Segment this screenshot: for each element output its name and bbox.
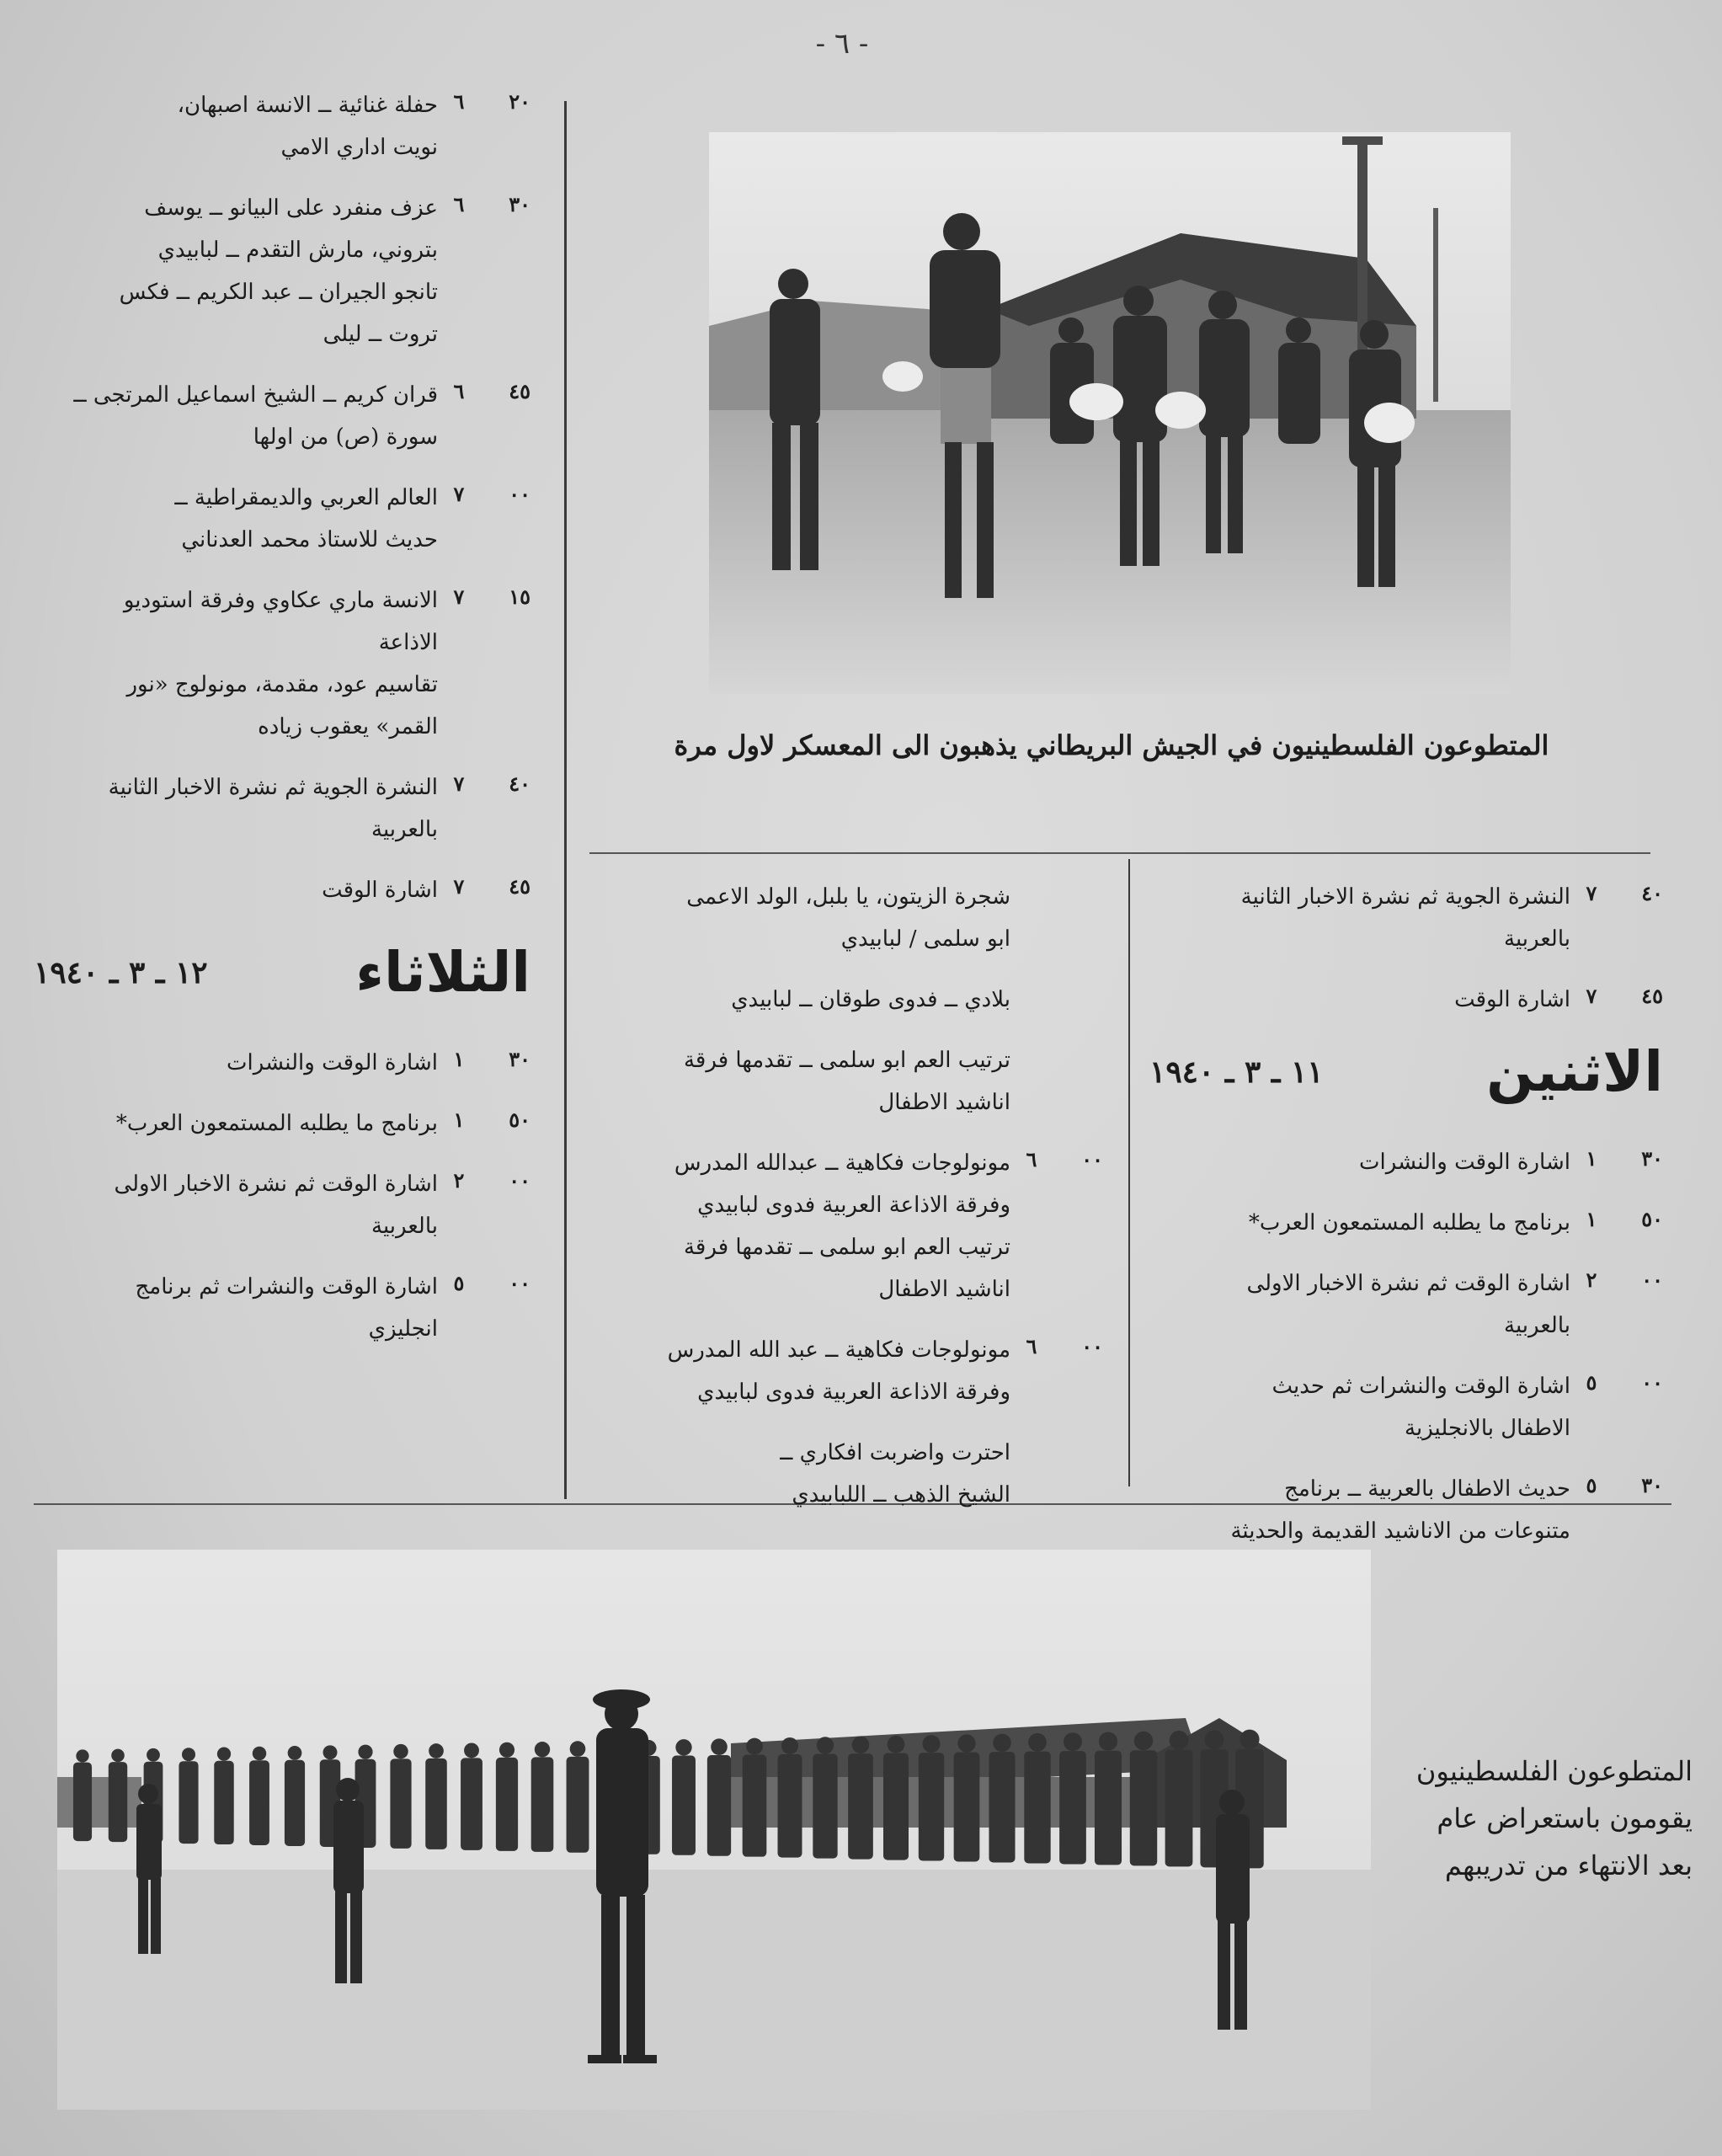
soldier-figure bbox=[111, 1749, 125, 1763]
schedule-entry bbox=[589, 876, 1103, 960]
entry-line: ترتيب العم ابو سلمى ــ تقدمها فرقة bbox=[683, 1235, 1010, 1260]
schedule-entry bbox=[1149, 1468, 1663, 1552]
entry-line: حديث الاطفال بالعربية ــ برنامج bbox=[1284, 1476, 1570, 1502]
schedule-entry bbox=[1149, 1365, 1663, 1449]
entry-minute: ٤٠ bbox=[509, 771, 530, 796]
entry-hour bbox=[1010, 876, 1053, 881]
entry-hour: ٦ bbox=[453, 89, 465, 114]
soldier-figure bbox=[922, 1735, 940, 1753]
middle-column bbox=[589, 876, 1103, 1534]
soldier-figure bbox=[919, 1753, 944, 1860]
schedule-entry bbox=[34, 374, 530, 458]
entry-line: بالعربية bbox=[371, 1214, 438, 1239]
entry-hour: ٧ bbox=[453, 874, 465, 899]
monday-heading bbox=[1149, 1039, 1663, 1104]
schedule-entry bbox=[589, 1039, 1103, 1123]
soldier-figure bbox=[182, 1748, 195, 1761]
entry-line: نويت اداري الامي bbox=[280, 135, 438, 160]
entry-line: العالم العربي والديمقراطية ــ bbox=[174, 485, 438, 510]
entry-line: اشارة الوقت والنشرات ثم حديث bbox=[1272, 1374, 1570, 1399]
entry-minute: ٠٠ bbox=[509, 482, 530, 506]
soldier-figure bbox=[429, 1743, 444, 1758]
soldier-figure bbox=[743, 1755, 767, 1857]
soldier-figure bbox=[109, 1762, 127, 1842]
tuesday-heading bbox=[34, 940, 530, 1005]
entry-line: حديث للاستاذ محمد العدناني bbox=[181, 527, 438, 552]
entry-minute: ٢٠ bbox=[509, 89, 530, 114]
soldier-figure bbox=[147, 1748, 160, 1762]
entry-line: تقاسيم عود، مقدمة، مونولوج «نور bbox=[126, 672, 438, 697]
soldier-figure bbox=[253, 1747, 266, 1760]
entry-line: مونولوجات فكاهية ــ عبد الله المدرس bbox=[667, 1337, 1010, 1363]
entry-text bbox=[1149, 1365, 1570, 1449]
entry-line: اشارة الوقت ثم نشرة الاخبار الاولى bbox=[1246, 1271, 1570, 1296]
page-number: - ٦ - bbox=[815, 27, 869, 61]
soldier-figure bbox=[249, 1760, 269, 1845]
soldier-figure bbox=[1064, 1732, 1082, 1751]
entry-line: النشرة الجوية ثم نشرة الاخبار الثانية bbox=[108, 775, 438, 800]
soldier-figure bbox=[888, 1736, 905, 1753]
entry-minute: ٠٠ bbox=[509, 1168, 530, 1193]
bottom-photo-caption bbox=[1381, 1748, 1693, 1889]
day-date: ١١ ـ ٣ ـ ١٩٤٠ bbox=[1149, 1054, 1324, 1090]
entry-hour: ١ bbox=[453, 1047, 465, 1071]
entry-text bbox=[589, 1142, 1010, 1310]
day-name: الاثنين bbox=[1486, 1039, 1663, 1104]
soldier-figure bbox=[288, 1746, 302, 1760]
entry-minute: ٤٥ bbox=[509, 379, 530, 403]
entry-line: اشارة الوقت والنشرات bbox=[227, 1050, 438, 1075]
caption-line: يقومون باستعراض عام bbox=[1437, 1802, 1693, 1834]
soldier-figure bbox=[496, 1758, 518, 1851]
entry-text bbox=[34, 869, 438, 911]
entry-text bbox=[1149, 979, 1570, 1021]
soldier-figure bbox=[76, 1749, 88, 1762]
schedule-entry bbox=[589, 1329, 1103, 1413]
soldier-figure bbox=[781, 1737, 798, 1754]
entry-line: مونولوجات فكاهية ــ عبدالله المدرس bbox=[674, 1150, 1010, 1176]
entry-minute: ٤٥ bbox=[509, 874, 530, 899]
entry-minute: ٥٠ bbox=[1641, 1207, 1663, 1231]
entry-line: سورة (ص) من اولها bbox=[253, 424, 438, 450]
entry-line: قران كريم ــ الشيخ اسماعيل المرتجى ــ bbox=[73, 382, 438, 408]
entry-text bbox=[1149, 1468, 1570, 1552]
entry-text bbox=[34, 1102, 438, 1145]
photo-volunteers-marching bbox=[709, 132, 1511, 694]
entry-hour: ٧ bbox=[1586, 881, 1597, 905]
schedule-entry bbox=[34, 84, 530, 168]
entry-line: الاطفال بالانجليزية bbox=[1405, 1416, 1570, 1441]
entry-line: بتروني، مارش التقدم ــ لبابيدي bbox=[157, 237, 438, 263]
entry-line: اشارة الوقت والنشرات ثم برنامج bbox=[135, 1274, 438, 1299]
soldier-figure bbox=[993, 1734, 1010, 1752]
entry-text bbox=[589, 1039, 1010, 1123]
soldier-figure bbox=[323, 1745, 338, 1759]
soldier-figure bbox=[883, 1753, 909, 1860]
entry-hour: ٧ bbox=[453, 584, 465, 609]
soldier-figure bbox=[570, 1741, 586, 1757]
entry-hour: ٢ bbox=[1586, 1267, 1597, 1292]
soldier-figure bbox=[989, 1752, 1015, 1862]
caption-line: المتطوعون الفلسطينيون bbox=[1415, 1755, 1693, 1787]
entry-minute: ٣٠ bbox=[1641, 1473, 1663, 1497]
entry-text bbox=[589, 876, 1010, 960]
entry-text bbox=[34, 1042, 438, 1084]
entry-minute: ٠٠ bbox=[1641, 1267, 1663, 1292]
left-schedule-list bbox=[34, 84, 530, 911]
soldier-figure bbox=[179, 1761, 198, 1844]
entry-text bbox=[1149, 876, 1570, 960]
entry-line: تانجو الجيران ــ عبد الكريم ــ فكس bbox=[119, 280, 438, 305]
entry-hour: ٦ bbox=[1026, 1147, 1037, 1171]
schedule-entry bbox=[34, 766, 530, 851]
soldier-figure bbox=[848, 1753, 873, 1860]
entry-hour bbox=[1010, 1039, 1053, 1044]
entry-minute: ٤٥ bbox=[1641, 984, 1663, 1008]
entry-line: بالعربية bbox=[1504, 926, 1570, 952]
entry-hour: ١ bbox=[1586, 1146, 1597, 1171]
soldier-figure bbox=[358, 1745, 372, 1759]
soldier-figure bbox=[464, 1742, 479, 1758]
soldier-figure bbox=[675, 1739, 691, 1755]
soldier-figure bbox=[711, 1738, 728, 1755]
soldier-figure bbox=[1130, 1750, 1157, 1865]
entry-minute: ٠٠ bbox=[1641, 1370, 1663, 1395]
entry-minute: ٥٠ bbox=[509, 1107, 530, 1132]
entry-text bbox=[589, 1432, 1010, 1516]
entry-line: شجرة الزيتون، يا بلبل، الولد الاعمى bbox=[686, 884, 1010, 910]
entry-minute: ٣٠ bbox=[509, 1047, 530, 1071]
entry-line: اشارة الوقت والنشرات bbox=[1359, 1150, 1570, 1175]
entry-minute: ٣٠ bbox=[1641, 1146, 1663, 1171]
soldier-figure bbox=[535, 1742, 550, 1757]
entry-text bbox=[34, 766, 438, 851]
schedule-entry bbox=[34, 869, 530, 911]
monday-schedule-list bbox=[1149, 1141, 1663, 1552]
entry-minute: ٠٠ bbox=[1081, 1147, 1103, 1171]
top-photo-caption: المتطوعون الفلسطينيون في الجيش البريطاني يذهبون الى المعسكر لاول مرة bbox=[674, 729, 1549, 761]
entry-hour: ٦ bbox=[1026, 1334, 1037, 1358]
entry-text bbox=[1149, 1141, 1570, 1183]
entry-line: بالعربية bbox=[371, 817, 438, 842]
column-divider-middle bbox=[1128, 859, 1130, 1486]
entry-line: تروت ــ ليلى bbox=[323, 322, 438, 347]
entry-text bbox=[34, 579, 438, 748]
entry-line: وفرقة الاذاعة العربية فدوى لبابيدي bbox=[697, 1193, 1010, 1218]
soldier-figure bbox=[531, 1757, 554, 1851]
soldier-figure bbox=[1205, 1730, 1224, 1749]
entry-minute: ٠٠ bbox=[509, 1271, 530, 1295]
entry-line: برنامج ما يطلبه المستمعون العرب* bbox=[1248, 1210, 1570, 1235]
soldier-figure bbox=[217, 1747, 231, 1760]
entry-hour: ٧ bbox=[1586, 984, 1597, 1008]
entry-text bbox=[34, 1266, 438, 1350]
entry-line: انجليزي bbox=[368, 1316, 438, 1342]
soldier-figure bbox=[285, 1760, 305, 1846]
soldier-figure bbox=[499, 1742, 514, 1758]
soldier-figure bbox=[1095, 1751, 1122, 1865]
schedule-entry bbox=[589, 1142, 1103, 1310]
soldier-figure bbox=[1170, 1731, 1189, 1750]
soldier-figure bbox=[852, 1737, 870, 1754]
entry-minute bbox=[1053, 979, 1103, 984]
entry-line: وفرقة الاذاعة العربية فدوى لبابيدي bbox=[697, 1380, 1010, 1405]
schedule-entry bbox=[34, 1266, 530, 1350]
schedule-entry bbox=[1149, 1262, 1663, 1347]
schedule-entry bbox=[34, 1102, 530, 1145]
entry-hour: ٧ bbox=[453, 771, 465, 796]
schedule-entry bbox=[589, 1432, 1103, 1516]
schedule-entry bbox=[34, 579, 530, 748]
entry-hour: ٥ bbox=[1586, 1370, 1597, 1395]
soldier-figure bbox=[954, 1753, 980, 1862]
soldier-figure bbox=[393, 1744, 408, 1758]
soldier-figure bbox=[461, 1758, 482, 1850]
soldier-figure bbox=[73, 1763, 92, 1842]
soldier-figure bbox=[1240, 1730, 1259, 1749]
entry-hour: ٥ bbox=[1586, 1473, 1597, 1497]
entry-line: حفلة غنائية ــ الانسة اصبهان، bbox=[177, 93, 438, 118]
day-name: الثلاثاء bbox=[355, 940, 530, 1005]
entry-text bbox=[34, 477, 438, 561]
soldier-figure bbox=[214, 1761, 233, 1844]
schedule-entry bbox=[1149, 979, 1663, 1021]
entry-text bbox=[1149, 1202, 1570, 1244]
photo-volunteers-parade bbox=[57, 1550, 1371, 2110]
column-divider-left bbox=[564, 101, 567, 1499]
soldier-figure bbox=[1028, 1733, 1047, 1752]
entry-text bbox=[1149, 1262, 1570, 1347]
soldier-figure bbox=[817, 1737, 834, 1753]
right-column bbox=[1149, 876, 1663, 1571]
soldier-figure bbox=[672, 1755, 696, 1854]
entry-line: احترت واضربت افكاري ــ bbox=[780, 1440, 1010, 1465]
entry-hour bbox=[1010, 979, 1053, 984]
entry-minute bbox=[1053, 1432, 1103, 1437]
entry-line: الانسة ماري عكاوي وفرقة استوديو bbox=[123, 588, 438, 613]
schedule-entry bbox=[34, 1042, 530, 1084]
schedule-entry bbox=[34, 477, 530, 561]
schedule-entry bbox=[34, 187, 530, 355]
entry-text bbox=[34, 84, 438, 168]
right-schedule-list bbox=[1149, 876, 1663, 1021]
entry-line: اشارة الوقت bbox=[1454, 987, 1570, 1012]
entry-line: ترتيب العم ابو سلمى ــ تقدمها فرقة bbox=[683, 1048, 1010, 1073]
entry-minute: ٠٠ bbox=[1081, 1334, 1103, 1358]
entry-text bbox=[589, 1329, 1010, 1413]
schedule-entry bbox=[1149, 1141, 1663, 1183]
entry-text bbox=[34, 1163, 438, 1247]
rule-under-top-photo bbox=[589, 852, 1650, 854]
schedule-entry bbox=[1149, 1202, 1663, 1244]
entry-line: اشارة الوقت ثم نشرة الاخبار الاولى bbox=[114, 1171, 438, 1197]
entry-hour: ١ bbox=[1586, 1207, 1597, 1231]
entry-line: اشارة الوقت bbox=[322, 878, 438, 903]
entry-line: اناشيد الاطفال bbox=[878, 1277, 1010, 1302]
schedule-entry bbox=[589, 979, 1103, 1021]
schedule-entry bbox=[1149, 876, 1663, 960]
entry-minute: ١٥ bbox=[509, 584, 530, 609]
entry-line: القمر» يعقوب زياده bbox=[258, 714, 438, 739]
entry-text bbox=[34, 187, 438, 355]
entry-line: الاذاعة bbox=[378, 630, 438, 655]
entry-line: ابو سلمى / لبابيدي bbox=[840, 926, 1010, 952]
soldier-figure bbox=[746, 1738, 763, 1755]
entry-text bbox=[34, 374, 438, 458]
entry-line: برنامج ما يطلبه المستمعون العرب* bbox=[115, 1111, 438, 1136]
soldier-figure bbox=[1134, 1732, 1153, 1750]
entry-line: النشرة الجوية ثم نشرة الاخبار الثانية bbox=[1240, 884, 1570, 910]
entry-hour: ٢ bbox=[453, 1168, 465, 1193]
entry-hour: ١ bbox=[453, 1107, 465, 1132]
soldier-figure bbox=[813, 1754, 837, 1859]
soldier-figure bbox=[425, 1758, 447, 1849]
soldier-figure bbox=[778, 1754, 802, 1858]
entry-line: بلادي ــ فدوى طوقان ــ لبابيدي bbox=[731, 987, 1010, 1012]
day-date: ١٢ ـ ٣ ـ ١٩٤٠ bbox=[34, 954, 208, 990]
soldier-figure bbox=[1024, 1752, 1050, 1864]
soldier-figure bbox=[1165, 1750, 1193, 1867]
soldier-figure bbox=[957, 1734, 975, 1752]
entry-hour: ٦ bbox=[453, 192, 465, 216]
entry-minute bbox=[1053, 876, 1103, 881]
entry-hour: ٦ bbox=[453, 379, 465, 403]
entry-text bbox=[589, 979, 1010, 1021]
entry-hour bbox=[1010, 1432, 1053, 1437]
entry-line: بالعربية bbox=[1504, 1313, 1570, 1338]
entry-line: اناشيد الاطفال bbox=[878, 1090, 1010, 1115]
entry-minute bbox=[1053, 1039, 1103, 1044]
entry-hour: ٧ bbox=[453, 482, 465, 506]
entry-minute: ٣٠ bbox=[509, 192, 530, 216]
entry-line: الشيخ الذهب ــ اللبابيدي bbox=[792, 1482, 1010, 1508]
entry-line: عزف منفرد على البيانو ــ يوسف bbox=[144, 195, 438, 221]
soldier-figure bbox=[390, 1758, 411, 1849]
left-column bbox=[34, 84, 530, 1369]
tuesday-schedule-list bbox=[34, 1042, 530, 1350]
middle-schedule-list bbox=[589, 876, 1103, 1516]
schedule-entry bbox=[34, 1163, 530, 1247]
soldier-figure bbox=[1059, 1751, 1086, 1864]
entry-hour: ٥ bbox=[453, 1271, 465, 1295]
entry-line: متنوعات من الاناشيد القديمة والحديثة bbox=[1230, 1518, 1570, 1544]
soldier-figure bbox=[707, 1755, 731, 1856]
caption-line: بعد الانتهاء من تدريبهم bbox=[1444, 1849, 1693, 1881]
soldier-figure bbox=[567, 1757, 589, 1853]
soldier-figure bbox=[1099, 1732, 1117, 1750]
entry-minute: ٤٠ bbox=[1641, 881, 1663, 905]
